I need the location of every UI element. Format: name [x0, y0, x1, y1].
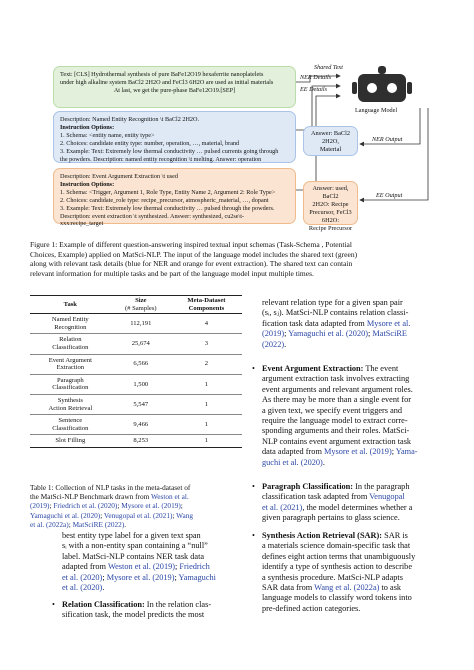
- left-line-4: [62, 562, 242, 572]
- meta-cell: 2: [171, 354, 242, 374]
- meta-cell: 1: [171, 415, 242, 435]
- caption-line-1: Figure 1: Example of different question-answering inspired textual input schemas (Task-Schema , Potential: [30, 240, 352, 249]
- sar-text-1: SAR is: [382, 531, 408, 540]
- sar-line-7: language models to classify word tokens into: [262, 593, 412, 603]
- task-cell: Slot Filling: [30, 435, 111, 448]
- bullet-icon: •: [252, 531, 255, 540]
- robot-icon: [352, 66, 412, 102]
- task-cell: [30, 374, 111, 394]
- ee-output-arrow: [360, 108, 428, 200]
- ee-text-line-7: sponding arguments and their roles. MatSci-: [262, 426, 410, 436]
- citation-link[interactable]: Wang: [176, 510, 193, 520]
- ee-details-label: EE Details: [300, 86, 327, 93]
- ee-text-line-5: a given text, we specify event triggers and: [262, 405, 403, 415]
- citation-link[interactable]: et al. (2020): [62, 572, 103, 582]
- task-name-2: Extraction: [56, 364, 85, 372]
- citation-link[interactable]: Yamaguchi et al. (2020): [30, 510, 101, 520]
- ee-line-7: xxx:recipe_target: [60, 220, 104, 228]
- ner-line-5: 3. Example: Text: Extremely low thermal conductivity … pulsed currents going through: [60, 147, 279, 155]
- right-sep: .: [322, 457, 325, 467]
- rc-line-1: [62, 600, 242, 610]
- size-cell: 8,253: [111, 435, 171, 448]
- pc-line-4: given paragraph pertains to glass science.: [262, 513, 400, 523]
- meta-cell: 1: [171, 394, 242, 414]
- left-line-3: label. MatSci-NLP contains NER task data: [62, 551, 205, 561]
- task-name-1: Relation: [59, 336, 82, 344]
- sar-line-1: [262, 531, 448, 541]
- citation-link[interactable]: Venugopal: [369, 492, 405, 502]
- table-row: [30, 435, 242, 448]
- meta-cell: 1: [171, 374, 242, 394]
- right-line-5: [262, 340, 448, 350]
- citation-link[interactable]: Wang et al. (2022a): [314, 583, 380, 593]
- task-name-2: Recognition: [54, 323, 87, 331]
- left-sep: ;: [175, 562, 180, 572]
- right-3a: fication task data adapted from: [262, 318, 367, 328]
- ner-line-2: Instruction Options:: [60, 123, 115, 131]
- right-line-4: [262, 329, 448, 339]
- relation-classification-para: [62, 600, 242, 621]
- right-sep: ;: [368, 329, 373, 339]
- citation-link[interactable]: Yamaguchi et al. (2020): [288, 329, 369, 339]
- citation-link[interactable]: et al. (2022a): [30, 519, 69, 529]
- left-column-text: [62, 531, 242, 593]
- tcap-line-4: [30, 511, 244, 520]
- tcap-sep: .: [124, 519, 127, 529]
- meta-cell: 1: [171, 435, 242, 448]
- ee-answer-box: [303, 181, 358, 232]
- task-name-1: Event Argument: [48, 356, 92, 364]
- ee-text-1: The event: [363, 364, 399, 373]
- ee-answer-line-1: Answer: used, BaCl2: [312, 185, 349, 200]
- sar-line-4: identify a type of synthesis action to describe: [262, 562, 412, 572]
- header-size: [111, 296, 171, 314]
- pc-text-1: In the paragraph: [353, 482, 410, 491]
- citation-link[interactable]: et al. (2021): [262, 502, 303, 512]
- pc-title: Paragraph Classification:: [262, 482, 354, 491]
- rc-line-2: sification task, the model predicts the most: [62, 610, 205, 620]
- header-meta-1: Meta-Dataset: [187, 297, 226, 304]
- citation-link[interactable]: Venugopal et al. (2021): [103, 510, 173, 520]
- pc-line-3: [262, 503, 448, 513]
- shared-text-line-3: At last, we get the pure-phase BaFe12O19.[SEP]: [113, 86, 236, 94]
- table-row: [30, 314, 242, 334]
- bullet-icon: •: [252, 364, 255, 373]
- ee-line-2: Instruction Options:: [60, 180, 115, 188]
- ner-details-label: NER Details: [300, 74, 332, 81]
- meta-cell: 3: [171, 334, 242, 354]
- ee-line-1: Description: Event Argument Extraction \t used: [60, 173, 178, 180]
- sar-title: Synthesis Action Retrieval (SAR):: [262, 531, 383, 540]
- citation-link[interactable]: Mysore et al. (2019): [106, 572, 175, 582]
- pc-2a: classification task adapted from: [262, 492, 370, 502]
- citation-link[interactable]: Yamaguchi: [178, 572, 216, 582]
- ee-9a: data adapted from: [262, 447, 324, 457]
- event-extraction-para: [262, 364, 448, 468]
- citation-link[interactable]: guchi et al. (2020): [262, 457, 323, 467]
- sar-6c: to ask: [379, 583, 402, 593]
- left-line-1: best entity type label for a given text span: [62, 531, 201, 540]
- citation-link[interactable]: Friedrich: [179, 562, 210, 572]
- header-size-2: (# Samples): [124, 304, 157, 312]
- citation-link[interactable]: et al. (2020): [62, 583, 103, 593]
- ee-title: Event Argument Extraction:: [262, 364, 364, 373]
- paragraph-classification-para: [262, 482, 448, 524]
- meta-cell: 4: [171, 314, 242, 334]
- ner-answer-line-2: Material: [319, 146, 342, 153]
- ee-answer-line-2: 2H2O: Recipe: [312, 201, 349, 208]
- left-line-2: sᵢ with a non-entity span containing a “null”: [62, 541, 208, 551]
- header-meta-2: Components: [188, 304, 225, 312]
- ee-text-line-1: [262, 364, 448, 374]
- table-row: [30, 415, 242, 435]
- citation-link[interactable]: (2022): [262, 339, 285, 349]
- ee-answer-line-4: Recipe Precursor: [308, 225, 353, 232]
- caption-line-3: along with relevant task details (blue for NER and orange for event extraction). The shared text can contain: [30, 259, 353, 269]
- citation-link[interactable]: (2019): [262, 329, 285, 339]
- task-name-1: Paragraph: [56, 376, 84, 384]
- ner-line-6: the powders. Description: named entity recognition \t melting. Answer: operation: [60, 155, 262, 163]
- table-row: [30, 354, 242, 374]
- left-sep: ;: [102, 572, 107, 582]
- citation-link[interactable]: MatSciRE: [372, 329, 407, 339]
- citation-link[interactable]: Weston et al. (2019): [107, 562, 176, 572]
- tcap-line-5: [30, 520, 244, 529]
- ner-answer-line-1: Answer: BaCl2 2H2O,: [310, 130, 350, 145]
- ee-line-3: 1. Schema: <Trigger, Argument 1, Role Type, Entity Name 2, Argument 2: Role Type>: [60, 188, 276, 196]
- ner-line-4: 2. Choices: candidate entity type: number, operation, …, material, brand: [60, 139, 240, 147]
- right-intro-text: [262, 298, 448, 350]
- tcap-sep: ;: [68, 519, 73, 529]
- ee-line-6: Description: event extraction \t synthesized. Answer: synthesized, cu2se\t-: [60, 212, 245, 220]
- size-cell: 9,466: [111, 415, 171, 435]
- right-sep: ;: [284, 329, 289, 339]
- table-row: [30, 394, 242, 414]
- shared-text-line-2: under high alkaline system BaCl2 2H2O and FeCl3 6H2O are used as initial materials: [60, 78, 274, 86]
- task-name-2: Classification: [52, 424, 89, 432]
- task-cell: [30, 394, 111, 414]
- ee-output-label: EE Output: [376, 192, 403, 199]
- tcap-line-2: [30, 492, 244, 501]
- ner-output-label: NER Output: [372, 136, 403, 143]
- ner-line-1: Description: Named Entity Recognition \t BaCl2 2H2O.: [60, 116, 200, 123]
- citation-link[interactable]: Yama-: [395, 447, 418, 457]
- pc-3b: , the model determines whether a: [302, 502, 413, 512]
- shared-text-label: Shared Text: [314, 64, 343, 71]
- right-sep: ;: [391, 447, 396, 457]
- rc-title: Relation Classification:: [62, 600, 145, 609]
- task-name-1: Named Entity: [51, 316, 89, 324]
- tcap-line-3: [30, 501, 244, 510]
- table-row: [30, 334, 242, 354]
- sar-line-3: defines eight action terms that unambiguously: [262, 551, 416, 561]
- ee-text-line-4: As there may be more than a single event for: [262, 395, 412, 405]
- size-cell: 25,674: [111, 334, 171, 354]
- header-meta: [171, 296, 242, 314]
- pc-line-2: [262, 492, 448, 502]
- shared-text-line-1: Text: [CLS] Hydrothermal synthesis of pure BaFe12O19 hexaferrite nanoplatelets: [60, 71, 264, 78]
- citation-link[interactable]: Mysore et al. (2019): [323, 447, 392, 457]
- tcap-sep: ;: [117, 501, 122, 511]
- left-sep: ;: [174, 572, 179, 582]
- table-caption: [30, 483, 244, 529]
- right-line-3: [262, 319, 448, 329]
- size-cell: 1,500: [111, 374, 171, 394]
- synthesis-action-retrieval-para: [262, 531, 448, 614]
- ner-line-3: 1. Schema: <entity name, entity type>: [60, 131, 155, 139]
- header-task: Task: [30, 296, 111, 314]
- pc-line-1: [262, 482, 448, 492]
- left-line-6: [62, 583, 242, 593]
- left-line-5: [62, 573, 242, 583]
- tcap-sep: ;: [172, 510, 177, 520]
- ee-text-line-2: argument extraction task involves extracting: [262, 374, 410, 384]
- tcap-sep: ;: [180, 501, 183, 511]
- left-sep: .: [102, 583, 105, 593]
- citation-link[interactable]: Weston et al.: [150, 492, 189, 502]
- sar-6a: SAR data from: [262, 583, 315, 593]
- header-size-1: Size: [135, 297, 147, 304]
- citation-link[interactable]: (2019): [30, 501, 50, 511]
- tcap-line-1: Table 1: Collection of NLP tasks in the meta-dataset of: [30, 483, 191, 492]
- ee-line-4: 2. Choices: candidate_role type: recipe_precursor, atmospheric_material, …, dopant: [60, 196, 269, 204]
- ee-line-5: 3. Example: Text: Extremely low thermal conductivity … pulsed through the powders.: [60, 204, 275, 212]
- size-cell: 112,191: [111, 314, 171, 334]
- size-cell: 5,547: [111, 394, 171, 414]
- task-cell: [30, 415, 111, 435]
- sar-line-2: a materials science domain-specific task that: [262, 541, 411, 551]
- ee-text-line-3: event arguments and relevant argument roles.: [262, 384, 413, 394]
- left-4a: adapted from: [62, 562, 108, 572]
- caption-line-2: Choices, Example) applied on MatSci-NLP. The input of the language model includes the shared text (green): [30, 249, 358, 259]
- sar-line-6: [262, 583, 448, 593]
- task-name-1: Sentence: [58, 417, 83, 425]
- task-name-2: Classification: [52, 384, 89, 392]
- bullet-icon: •: [52, 600, 55, 609]
- task-name-2: Classification: [52, 343, 89, 351]
- ner-answer-box: [303, 126, 358, 156]
- citation-link[interactable]: MatSciRE (2022): [72, 519, 125, 529]
- sar-line-5: a synthesis procedure. MatSci-NLP adapts: [262, 572, 403, 582]
- table-header-row: [30, 296, 242, 314]
- citation-link[interactable]: Mysore et al.: [366, 318, 411, 328]
- ee-text-line-10: [262, 458, 448, 468]
- task-name-1: Synthesis: [57, 396, 83, 404]
- right-line-1: relevant relation type for a given span pair: [262, 298, 403, 307]
- citation-link[interactable]: Friedrich et al. (2020): [53, 501, 118, 511]
- bullet-icon: •: [252, 482, 255, 491]
- tcap-sep: ;: [100, 510, 104, 520]
- rc-text-1: In the relation clas-: [144, 600, 212, 609]
- ee-text-line-9: [262, 447, 448, 457]
- size-cell: 6,566: [111, 354, 171, 374]
- ee-text-line-6: require the language model to extract corre-: [262, 416, 408, 426]
- citation-link[interactable]: Mysore et al. (2019): [121, 501, 181, 511]
- right-line-2: (sᵢ, sⱼ). MatSci-NLP contains relation classi-: [262, 308, 409, 318]
- table-row: [30, 374, 242, 394]
- task-cell: [30, 314, 111, 334]
- task-table: [30, 295, 242, 448]
- task-name-2: Action Retrieval: [48, 404, 93, 412]
- right-sep: .: [284, 339, 287, 349]
- sar-line-8: pre-defined action categories.: [262, 603, 361, 613]
- tcap-2a: the MatSci-NLP Benchmark drawn from: [30, 492, 151, 502]
- figure-arrows: [0, 0, 474, 240]
- tcap-sep: ;: [49, 501, 54, 511]
- language-model-label: Language Model: [355, 107, 398, 114]
- ee-text-line-8: NLP contains event argument extraction task: [262, 436, 412, 446]
- task-cell: [30, 334, 111, 354]
- figure-caption: [30, 240, 448, 278]
- task-cell: [30, 354, 111, 374]
- caption-line-4: relevant information for multiple tasks and be part of the language model input multiple times.: [30, 268, 314, 278]
- ee-answer-line-3: Precursor, FeCl3 6H2O:: [309, 209, 352, 224]
